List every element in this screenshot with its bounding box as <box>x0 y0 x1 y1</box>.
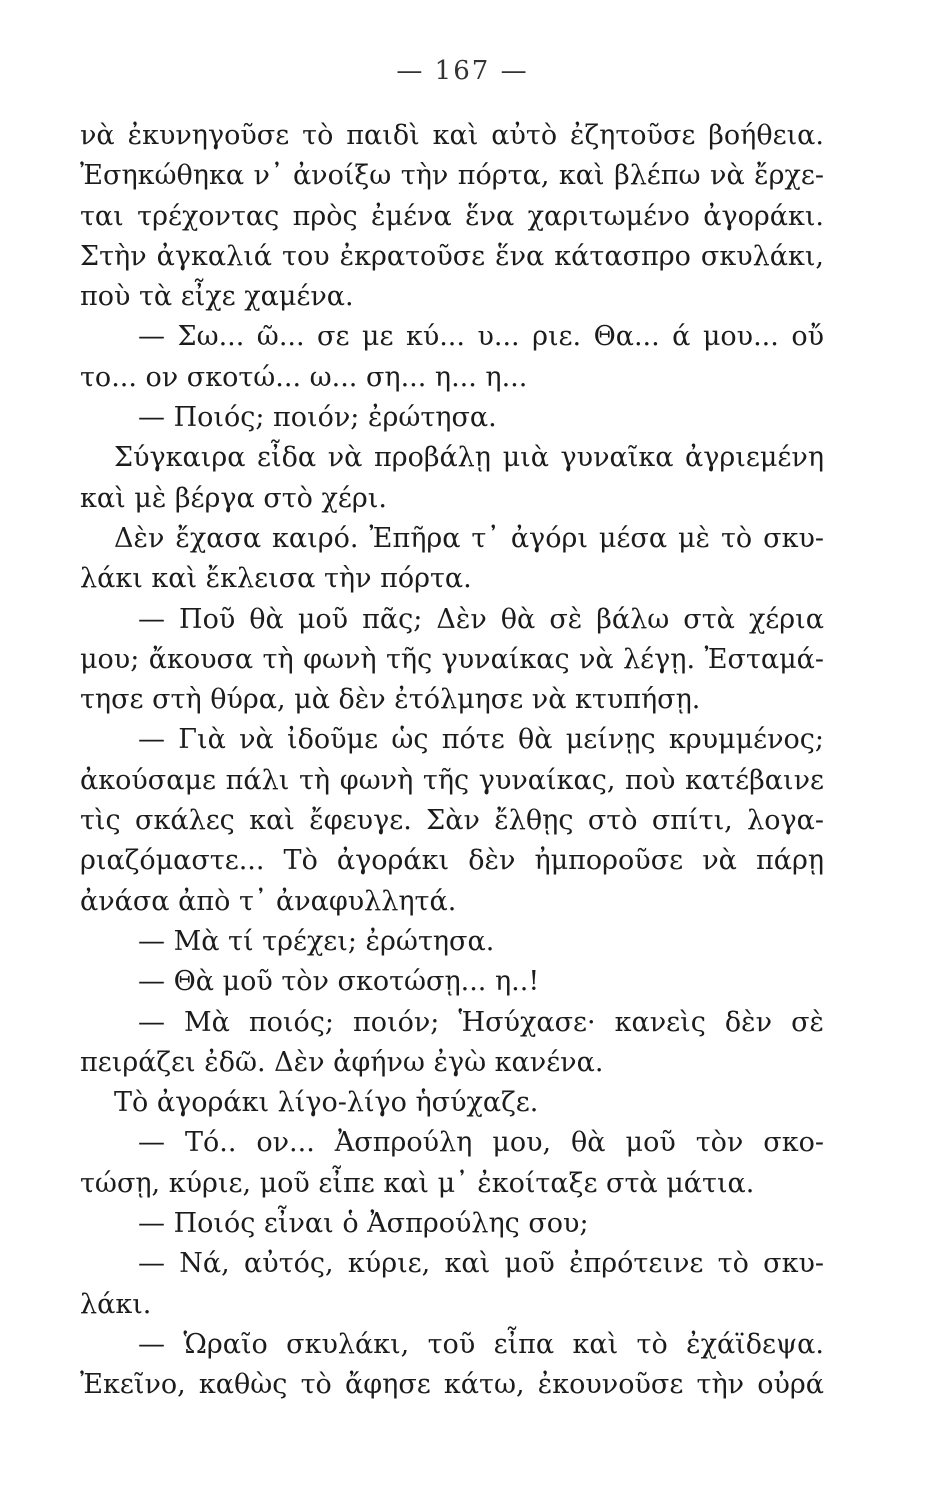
text-line: Δὲν ἔχασα καιρό. Ἐπῆρα τ᾽ ἀγόρι μέσα μὲ τὸ σκυ- <box>114 522 824 554</box>
text-line: ποὺ τὰ εἶχε χαμένα. <box>80 281 354 313</box>
text-line: τὶς σκάλες καὶ ἔφευγε. Σὰν ἔλθῃς στὸ σπίτι, λογα- <box>80 805 824 837</box>
text-line: ριαζόμαστε... Τὸ ἀγοράκι δὲν ἠμποροῦσε νὰ πάρῃ <box>80 845 824 877</box>
text-line: — Μὰ ποιός; ποιόν; Ἡσύχασε· κανεὶς δὲν σὲ <box>138 1006 824 1038</box>
text-line: ται τρέχοντας πρὸς ἐμένα ἕνα χαριτωμένο ἀγοράκι. <box>80 200 824 232</box>
text-line: — Ποῦ θὰ μοῦ πᾶς; Δὲν θὰ σὲ βάλω στὰ χέρια <box>138 603 824 635</box>
text-line: — Νά, αὐτός, κύριε, καὶ μοῦ ἐπρότεινε τὸ σκυ- <box>138 1248 824 1280</box>
text-line: μου; ἄκουσα τὴ φωνὴ τῆς γυναίκας νὰ λέγῃ. Ἐσταμά- <box>80 643 824 675</box>
text-line: — Τό.. ον... Ἀσπρούλη μου, θὰ μοῦ τὸν σκο- <box>138 1127 824 1159</box>
text-line: Ἐσηκώθηκα ν᾽ ἀνοίξω τὴν πόρτα, καὶ βλέπω νὰ ἔρχε- <box>80 160 824 192</box>
text-line: — Ὡραῖο σκυλάκι, τοῦ εἶπα καὶ τὸ ἐχάϊδεψα. <box>138 1328 824 1360</box>
text-line: — Θὰ μοῦ τὸν σκοτώσῃ... η..! <box>138 966 540 998</box>
text-line: Ἐκεῖνο, καθὼς τὸ ἄφησε κάτω, ἐκουνοῦσε τὴν οὐρά <box>80 1369 824 1401</box>
text-line: — Σω... ῶ... σε με κύ... υ... ριε. Θα... ά μου... οὔ <box>138 321 824 353</box>
text-line: ἀνάσα ἀπὸ τ᾽ ἀναφυλλητά. <box>80 885 457 917</box>
text-line: το... ον σκοτώ... ω... ση... η... η... <box>80 361 528 393</box>
text-line: τώσῃ, κύριε, μοῦ εἶπε καὶ μ᾽ ἐκοίταξε στὰ μάτια. <box>80 1167 755 1199</box>
text-line: πειράζει ἐδῶ. Δὲν ἀφήνω ἐγὼ κανένα. <box>80 1046 604 1078</box>
text-line: — Μὰ τί τρέχει; ἐρώτησα. <box>138 925 495 957</box>
text-line: καὶ μὲ βέργα στὸ χέρι. <box>80 482 387 514</box>
text-line: τησε στὴ θύρα, μὰ δὲν ἐτόλμησε νὰ κτυπήσῃ. <box>80 684 701 716</box>
page-number: — 167 — <box>396 56 529 86</box>
text-line: Τὸ ἀγοράκι λίγο-λίγο ἡσύχαζε. <box>114 1087 539 1119</box>
text-line: ἀκούσαμε πάλι τὴ φωνὴ τῆς γυναίκας, ποὺ κατέβαινε <box>80 764 824 796</box>
text-line: νὰ ἐκυνηγοῦσε τὸ παιδὶ καὶ αὐτὸ ἐζητοῦσε βοήθεια. <box>80 120 824 151</box>
text-line: Στὴν ἀγκαλιά του ἐκρατοῦσε ἕνα κάτασπρο σκυλάκι, <box>80 240 824 272</box>
text-line: λάκι καὶ ἔκλεισα τὴν πόρτα. <box>80 563 472 595</box>
text-line: Σύγκαιρα εἶδα νὰ προβάλῃ μιὰ γυναῖκα ἀγριεμένη <box>114 442 824 474</box>
text-line: — Ποιός; ποιόν; ἐρώτησα. <box>138 402 497 434</box>
text-line: λάκι. <box>80 1288 152 1320</box>
body-text <box>80 116 824 1406</box>
text-line: — Ποιός εἶναι ὁ Ἀσπρούλης σου; <box>138 1208 589 1240</box>
text-line: — Γιὰ νὰ ἰδοῦμε ὡς πότε θὰ μείνῃς κρυμμένος; <box>138 724 824 756</box>
